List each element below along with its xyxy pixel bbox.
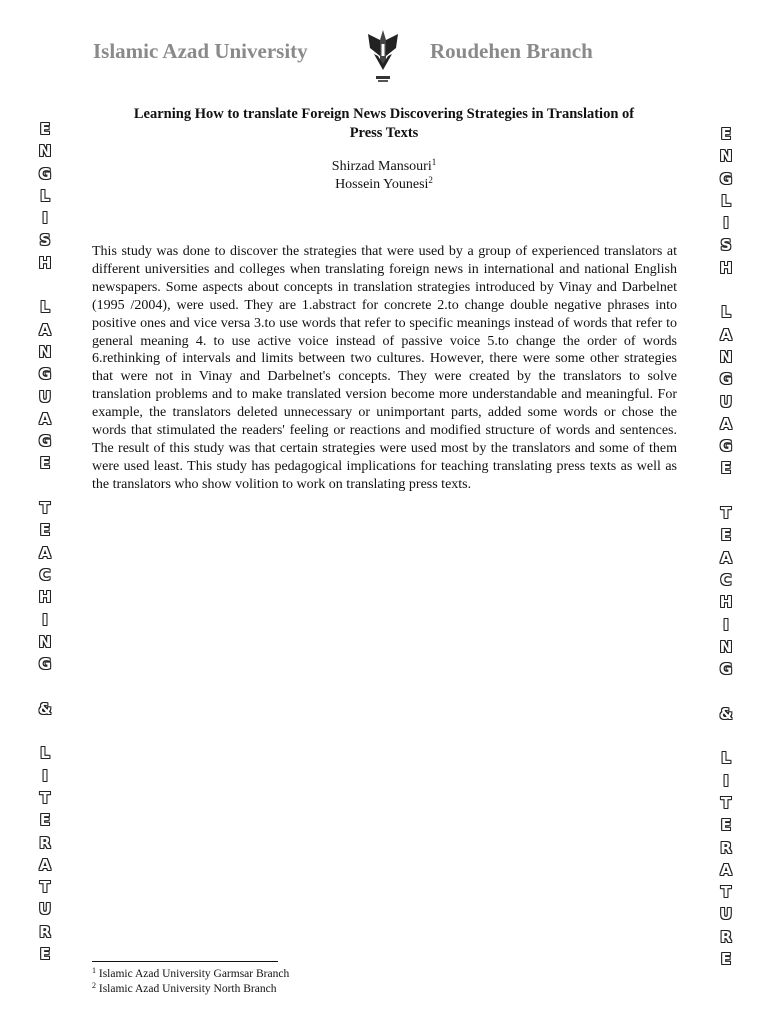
page-header (0, 26, 768, 86)
side-banner-letter: E (720, 459, 732, 478)
side-banner-letter: L (721, 303, 731, 322)
side-banner-letter: G (719, 437, 733, 456)
side-banner-letter: N (719, 637, 733, 656)
side-banner-letter: H (719, 593, 733, 612)
side-banner-letter: E (39, 944, 51, 963)
side-banner-letter: A (39, 543, 51, 562)
side-banner-letter: N (719, 347, 733, 366)
side-banner-letter: E (720, 949, 732, 968)
side-banner-letter: N (719, 147, 733, 166)
footnote-text: Islamic Azad University Garmsar Branch (98, 968, 290, 980)
side-banner-letter: R (39, 833, 51, 852)
title-line-1: Learning How to translate Foreign News Discovering Strategies in Translation of (133, 106, 635, 122)
footnote-1 (92, 967, 492, 982)
side-banner-letter: E (720, 816, 732, 835)
side-banner-right (715, 123, 737, 970)
side-banner-letter: G (38, 365, 52, 384)
side-banner-letter: U (38, 900, 52, 919)
paper-title (92, 105, 676, 143)
side-banner-letter: A (720, 325, 732, 344)
side-banner-letter: E (39, 811, 51, 830)
side-banner-letter: L (40, 186, 50, 205)
side-banner-letter: A (39, 409, 51, 428)
side-banner-letter: G (719, 660, 733, 679)
side-banner-letter: T (39, 499, 51, 518)
side-banner-letter: I (723, 615, 729, 634)
side-banner-letter: A (720, 548, 732, 567)
side-banner-letter: T (720, 883, 732, 902)
side-banner-letter: T (39, 788, 51, 807)
side-banner-letter: U (719, 905, 733, 924)
side-banner-letter: S (39, 231, 51, 250)
side-banner-letter: C (39, 565, 51, 584)
footnote-2 (92, 982, 492, 997)
side-banner-letter: N (38, 142, 52, 161)
side-banner-letter: & (719, 704, 733, 723)
author-mark: 1 (431, 157, 437, 167)
side-banner-letter: L (40, 298, 50, 317)
side-banner-letter: G (38, 432, 52, 451)
side-banner-letter: & (38, 699, 52, 718)
side-banner-letter: I (723, 214, 729, 233)
side-banner-letter: E (720, 125, 732, 143)
side-banner-letter: N (38, 632, 52, 651)
side-banner-letter: C (720, 570, 732, 589)
side-banner-letter: L (721, 191, 731, 210)
side-banner-letter: E (39, 454, 51, 473)
side-banner-letter: T (720, 793, 732, 812)
side-banner-letter: I (42, 766, 48, 785)
university-name: Islamic Azad University (93, 39, 308, 63)
footnote-mark: 2 (92, 981, 96, 990)
side-banner-letter: E (39, 521, 51, 540)
side-banner-letter: G (38, 655, 52, 674)
author-1 (92, 158, 676, 176)
side-banner-letter: T (39, 878, 51, 897)
side-banner-letter: U (719, 392, 733, 411)
footnotes (92, 967, 492, 997)
side-banner-letter: S (720, 236, 732, 255)
side-banner-letter: G (719, 370, 733, 389)
side-banner-letter: H (38, 588, 52, 607)
side-banner-letter: E (720, 526, 732, 545)
side-banner-letter: A (720, 860, 732, 879)
author-name: Shirzad Mansouri (331, 159, 432, 174)
author-list (92, 158, 676, 194)
author-2 (92, 176, 676, 194)
footnote-mark: 1 (92, 966, 96, 975)
side-banner-letter: A (720, 414, 732, 433)
university-logo-icon (364, 26, 402, 86)
side-banner-letter: I (723, 771, 729, 790)
author-mark: 2 (428, 175, 433, 185)
side-banner-letter: L (40, 744, 50, 763)
side-banner-left (34, 118, 56, 965)
side-banner-letter: R (720, 927, 732, 946)
side-banner-letter: R (39, 922, 51, 941)
side-banner-letter: G (38, 164, 52, 183)
side-banner-letter: I (42, 610, 48, 629)
author-name: Hossein Younesi (335, 177, 429, 192)
side-banner-letter: U (38, 387, 52, 406)
abstract-paragraph: This study was done to discover the strategies that were used by a group of experienced translators at different universities and colleges when translating foreign news in international and national English newspapers. Some aspects about concepts in translation strategies introduced by Vinay and Darbelnet (1995 /2004), were used. They are 1.abstract for concrete 2.to change double negative phrases into positive ones and vice versa 3.to use words that refer to specific meanings instead of words that refer to general meaning 4. to use active voice instead of passive voice 5.to change the order of words 6.rethinking of intervals and limits between two cultures. However, there were some other strategies that were not in Vinay and Darbelnet's concepts. They were created by the translators to solve translation problems and to make translated version become more understandable and meaningful. For example, the translators deleted unnecessary or unimportant parts, added some words or chose the words that stimulated the readers' feeling or reactions and modified structure of words and sentences. The result of this study was that certain strategies were used most by the translators and some of them were used least. This study has pedagogical implications for teaching translating press texts as well as the translators who show volition to work on translating press texts. (92, 244, 677, 492)
footnote-text: Islamic Azad University North Branch (98, 983, 277, 995)
side-banner-letter: A (39, 320, 51, 339)
side-banner-letter: N (38, 342, 52, 361)
footnote-divider (92, 961, 278, 962)
side-banner-letter: G (719, 169, 733, 188)
title-line-2: Press Texts (349, 125, 419, 141)
side-banner-letter: E (39, 120, 51, 138)
side-banner-letter: R (720, 838, 732, 857)
side-banner-letter: H (38, 253, 52, 272)
side-banner-letter: A (39, 855, 51, 874)
side-banner-letter: T (720, 504, 732, 523)
side-banner-letter: H (719, 258, 733, 277)
side-banner-letter: L (721, 749, 731, 768)
side-banner-letter: I (42, 209, 48, 228)
branch-name: Roudehen Branch (430, 39, 593, 63)
